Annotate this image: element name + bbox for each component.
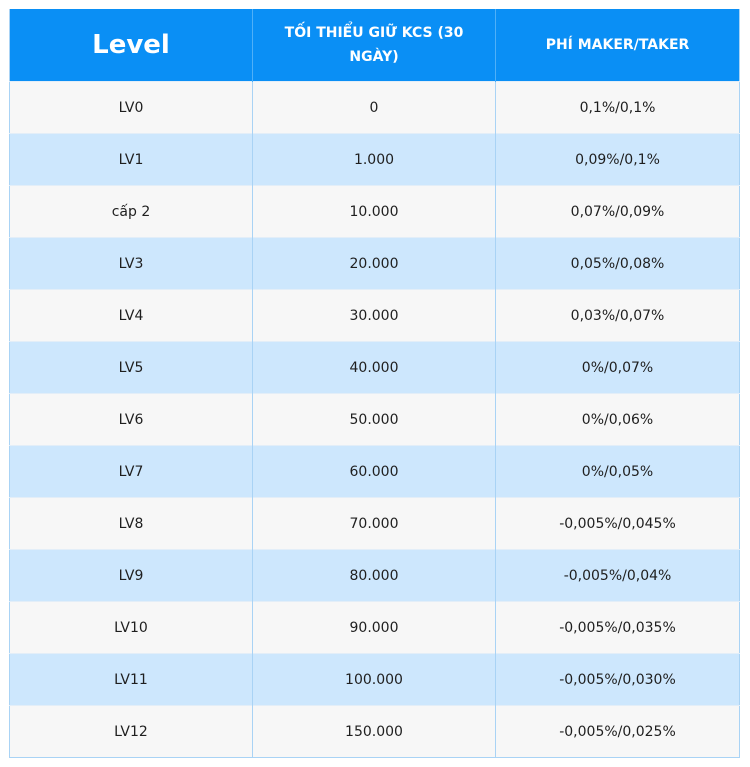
cell-min-hold: 100.000 — [253, 654, 496, 706]
cell-fee: 0%/0,07% — [496, 342, 740, 394]
table-row — [10, 238, 740, 290]
table-row — [10, 82, 740, 134]
header-fee: PHÍ MAKER/TAKER — [496, 9, 740, 82]
table-row — [10, 134, 740, 186]
header-level: Level — [10, 9, 253, 82]
cell-fee: 0,03%/0,07% — [496, 290, 740, 342]
cell-fee: 0,1%/0,1% — [496, 82, 740, 134]
cell-min-hold: 150.000 — [253, 706, 496, 758]
table-row — [10, 706, 740, 758]
cell-level: LV1 — [10, 134, 253, 186]
header-row — [10, 9, 740, 82]
table-row — [10, 654, 740, 706]
table-row — [10, 602, 740, 654]
cell-min-hold: 80.000 — [253, 550, 496, 602]
cell-level: cấp 2 — [10, 186, 253, 238]
cell-min-hold: 50.000 — [253, 394, 496, 446]
cell-level: LV9 — [10, 550, 253, 602]
cell-level: LV5 — [10, 342, 253, 394]
table-row — [10, 186, 740, 238]
cell-fee: 0%/0,05% — [496, 446, 740, 498]
cell-fee: 0,09%/0,1% — [496, 134, 740, 186]
cell-level: LV11 — [10, 654, 253, 706]
cell-min-hold: 60.000 — [253, 446, 496, 498]
cell-min-hold: 20.000 — [253, 238, 496, 290]
table-header — [10, 9, 740, 82]
table-row — [10, 498, 740, 550]
cell-fee: 0,07%/0,09% — [496, 186, 740, 238]
fee-level-table — [9, 9, 740, 758]
header-min-hold: TỐI THIỂU GIỮ KCS (30 NGÀY) — [253, 9, 496, 82]
cell-fee: 0%/0,06% — [496, 394, 740, 446]
cell-min-hold: 30.000 — [253, 290, 496, 342]
cell-level: LV4 — [10, 290, 253, 342]
cell-fee: 0,05%/0,08% — [496, 238, 740, 290]
cell-fee: -0,005%/0,025% — [496, 706, 740, 758]
cell-min-hold: 90.000 — [253, 602, 496, 654]
cell-min-hold: 40.000 — [253, 342, 496, 394]
table-row — [10, 446, 740, 498]
table-body — [10, 82, 740, 758]
cell-min-hold: 70.000 — [253, 498, 496, 550]
cell-min-hold: 0 — [253, 82, 496, 134]
cell-level: LV10 — [10, 602, 253, 654]
cell-min-hold: 1.000 — [253, 134, 496, 186]
table-row — [10, 290, 740, 342]
cell-level: LV3 — [10, 238, 253, 290]
cell-level: LV6 — [10, 394, 253, 446]
table-row — [10, 550, 740, 602]
cell-level: LV12 — [10, 706, 253, 758]
fee-table-container — [9, 9, 739, 758]
table-row — [10, 342, 740, 394]
table-row — [10, 394, 740, 446]
cell-fee: -0,005%/0,04% — [496, 550, 740, 602]
cell-fee: -0,005%/0,035% — [496, 602, 740, 654]
cell-fee: -0,005%/0,030% — [496, 654, 740, 706]
cell-level: LV7 — [10, 446, 253, 498]
cell-min-hold: 10.000 — [253, 186, 496, 238]
cell-level: LV0 — [10, 82, 253, 134]
cell-level: LV8 — [10, 498, 253, 550]
cell-fee: -0,005%/0,045% — [496, 498, 740, 550]
